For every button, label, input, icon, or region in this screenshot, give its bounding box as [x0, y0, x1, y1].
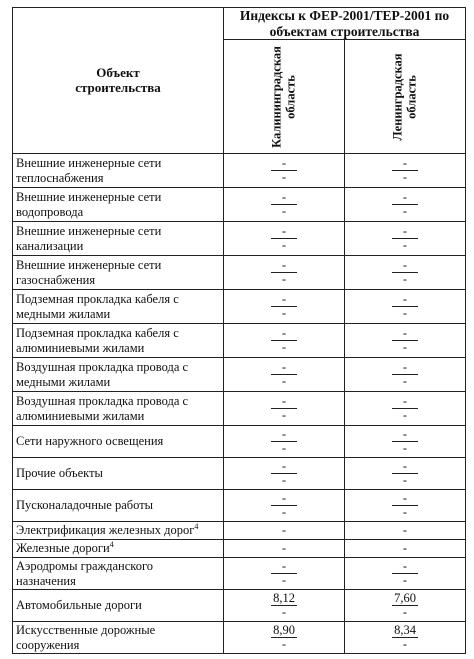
fraction-denominator: - — [402, 605, 408, 620]
fraction-numerator: - — [271, 293, 297, 307]
index-fraction — [271, 428, 297, 455]
fraction-denominator: - — [402, 340, 408, 355]
value-cell-kaliningrad — [224, 590, 345, 622]
fraction-numerator: - — [392, 428, 418, 442]
fraction-numerator: - — [271, 361, 297, 375]
table-row — [13, 256, 466, 290]
object-name-cell: Внешние инженерные сети теплоснабжения — [13, 154, 224, 188]
index-fraction — [271, 225, 297, 252]
value-cell-leningrad — [345, 590, 466, 622]
fraction-denominator: - — [402, 204, 408, 219]
value-cell-kaliningrad — [224, 392, 345, 426]
fraction-numerator: 7,60 — [392, 592, 418, 606]
footnote-marker: 4 — [109, 540, 114, 550]
index-fraction — [392, 624, 418, 651]
fraction-numerator: - — [271, 428, 297, 442]
index-fraction — [271, 157, 297, 184]
index-fraction — [392, 361, 418, 388]
fraction-numerator: - — [271, 259, 297, 273]
index-fraction — [271, 395, 297, 422]
index-fraction — [271, 293, 297, 320]
table-row — [13, 324, 466, 358]
fraction-denominator: - — [402, 637, 408, 652]
fraction-denominator: - — [402, 505, 408, 520]
value-cell-kaliningrad: - — [224, 540, 345, 558]
index-fraction — [392, 492, 418, 519]
object-name-cell: Воздушная прокладка провода с алюминиевыми жилами — [13, 392, 224, 426]
object-name-cell: Железные дороги$^4$ — [13, 540, 224, 558]
table-row — [13, 392, 466, 426]
index-fraction — [271, 191, 297, 218]
table-row — [13, 622, 466, 654]
index-fraction — [271, 361, 297, 388]
fraction-numerator: 8,34 — [392, 624, 418, 638]
fraction-denominator: - — [402, 473, 408, 488]
region-header-leningrad: Ленинградская область — [345, 40, 466, 154]
fraction-numerator: - — [271, 395, 297, 409]
fraction-denominator: - — [281, 505, 287, 520]
object-name-cell: Аэродромы гражданского назначения — [13, 558, 224, 590]
table-row — [13, 590, 466, 622]
fraction-numerator: - — [392, 259, 418, 273]
fraction-numerator: - — [392, 361, 418, 375]
index-fraction — [271, 492, 297, 519]
index-fraction — [392, 395, 418, 422]
table-row — [13, 188, 466, 222]
index-fraction — [271, 624, 297, 651]
index-fraction — [392, 225, 418, 252]
fraction-numerator: - — [392, 492, 418, 506]
value-cell-kaliningrad — [224, 558, 345, 590]
table-body — [13, 154, 466, 654]
index-fraction — [392, 460, 418, 487]
fraction-denominator: - — [281, 204, 287, 219]
fraction-denominator: - — [402, 408, 408, 423]
fraction-numerator: 8,12 — [271, 592, 297, 606]
fraction-denominator: - — [402, 441, 408, 456]
table-row — [13, 522, 466, 540]
index-group-header: Индексы к ФЕР-2001/ТЕР-2001 по объектам строительства — [224, 8, 466, 40]
index-fraction — [271, 259, 297, 286]
fraction-numerator: - — [392, 395, 418, 409]
fraction-numerator: - — [271, 327, 297, 341]
object-name-cell: Прочие объекты — [13, 458, 224, 490]
value-cell-kaliningrad — [224, 426, 345, 458]
fraction-denominator: - — [281, 408, 287, 423]
fraction-denominator: - — [402, 374, 408, 389]
fraction-numerator: - — [392, 293, 418, 307]
value-cell-leningrad — [345, 222, 466, 256]
index-fraction — [392, 191, 418, 218]
object-name-cell: Внешние инженерные сети газоснабжения — [13, 256, 224, 290]
object-name-cell: Сети наружного освещения — [13, 426, 224, 458]
object-column-header: Объект строительства — [13, 8, 224, 154]
table-row — [13, 540, 466, 558]
index-fraction — [392, 560, 418, 587]
region-header-kaliningrad: Калининградская область — [224, 40, 345, 154]
fraction-denominator: - — [402, 306, 408, 321]
footnote-marker: 4 — [194, 522, 199, 532]
fraction-numerator: - — [392, 327, 418, 341]
table-row — [13, 458, 466, 490]
value-cell-leningrad — [345, 358, 466, 392]
fraction-numerator: - — [392, 560, 418, 574]
fraction-denominator: - — [402, 238, 408, 253]
fraction-denominator: - — [281, 374, 287, 389]
value-cell-leningrad: - — [345, 540, 466, 558]
fraction-denominator: - — [281, 170, 287, 185]
value-cell-kaliningrad — [224, 154, 345, 188]
value-cell-leningrad — [345, 392, 466, 426]
value-cell-kaliningrad — [224, 290, 345, 324]
table-row — [13, 558, 466, 590]
fraction-denominator: - — [402, 573, 408, 588]
value-cell-kaliningrad — [224, 256, 345, 290]
table-row — [13, 290, 466, 324]
fraction-numerator: - — [271, 460, 297, 474]
fraction-numerator: - — [392, 157, 418, 171]
table-row — [13, 222, 466, 256]
value-cell-leningrad — [345, 290, 466, 324]
fraction-numerator: - — [271, 492, 297, 506]
fraction-numerator: - — [271, 157, 297, 171]
value-cell-kaliningrad — [224, 358, 345, 392]
object-name-cell: Пусконаладочные работы — [13, 490, 224, 522]
fraction-denominator: - — [281, 441, 287, 456]
value-cell-kaliningrad — [224, 458, 345, 490]
value-cell-kaliningrad — [224, 490, 345, 522]
index-fraction — [392, 293, 418, 320]
value-cell-leningrad — [345, 426, 466, 458]
index-fraction — [271, 592, 297, 619]
object-name-cell: Внешние инженерные сети водопровода — [13, 188, 224, 222]
index-table — [12, 7, 466, 654]
value-cell-leningrad — [345, 188, 466, 222]
index-fraction — [392, 157, 418, 184]
object-name-cell: Искусственные дорожные сооружения — [13, 622, 224, 654]
fraction-numerator: - — [271, 191, 297, 205]
fraction-denominator: - — [281, 340, 287, 355]
fraction-numerator: - — [271, 225, 297, 239]
value-cell-leningrad — [345, 324, 466, 358]
fraction-denominator: - — [281, 473, 287, 488]
object-name-cell: Воздушная прокладка провода с медными жилами — [13, 358, 224, 392]
fraction-denominator: - — [281, 605, 287, 620]
index-fraction — [271, 460, 297, 487]
value-cell-leningrad — [345, 458, 466, 490]
object-name-cell: Подземная прокладка кабеля с медными жилами — [13, 290, 224, 324]
value-cell-leningrad — [345, 256, 466, 290]
fraction-denominator: - — [402, 272, 408, 287]
object-name-cell: Автомобильные дороги — [13, 590, 224, 622]
index-fraction — [392, 259, 418, 286]
value-cell-leningrad — [345, 154, 466, 188]
value-cell-kaliningrad — [224, 324, 345, 358]
fraction-numerator: 8,90 — [271, 624, 297, 638]
fraction-denominator: - — [402, 170, 408, 185]
fraction-denominator: - — [281, 637, 287, 652]
object-name-cell: Внешние инженерные сети канализации — [13, 222, 224, 256]
value-cell-kaliningrad — [224, 222, 345, 256]
value-cell-kaliningrad — [224, 622, 345, 654]
index-fraction — [271, 560, 297, 587]
document-page — [12, 7, 465, 654]
value-cell-leningrad — [345, 622, 466, 654]
table-row — [13, 490, 466, 522]
value-cell-leningrad: - — [345, 522, 466, 540]
fraction-denominator: - — [281, 272, 287, 287]
value-cell-kaliningrad — [224, 188, 345, 222]
index-fraction — [392, 592, 418, 619]
object-name-cell: Электрификация железных дорог$^4$ — [13, 522, 224, 540]
fraction-denominator: - — [281, 573, 287, 588]
index-fraction — [392, 327, 418, 354]
value-cell-kaliningrad: - — [224, 522, 345, 540]
object-name-cell: Подземная прокладка кабеля с алюминиевыми жилами — [13, 324, 224, 358]
index-fraction — [271, 327, 297, 354]
fraction-numerator: - — [392, 191, 418, 205]
fraction-numerator: - — [271, 560, 297, 574]
header-row — [13, 8, 466, 40]
value-cell-leningrad — [345, 558, 466, 590]
fraction-denominator: - — [281, 238, 287, 253]
index-fraction — [392, 428, 418, 455]
fraction-numerator: - — [392, 225, 418, 239]
table-row — [13, 426, 466, 458]
table-row — [13, 358, 466, 392]
fraction-numerator: - — [392, 460, 418, 474]
table-row — [13, 154, 466, 188]
value-cell-leningrad — [345, 490, 466, 522]
fraction-denominator: - — [281, 306, 287, 321]
